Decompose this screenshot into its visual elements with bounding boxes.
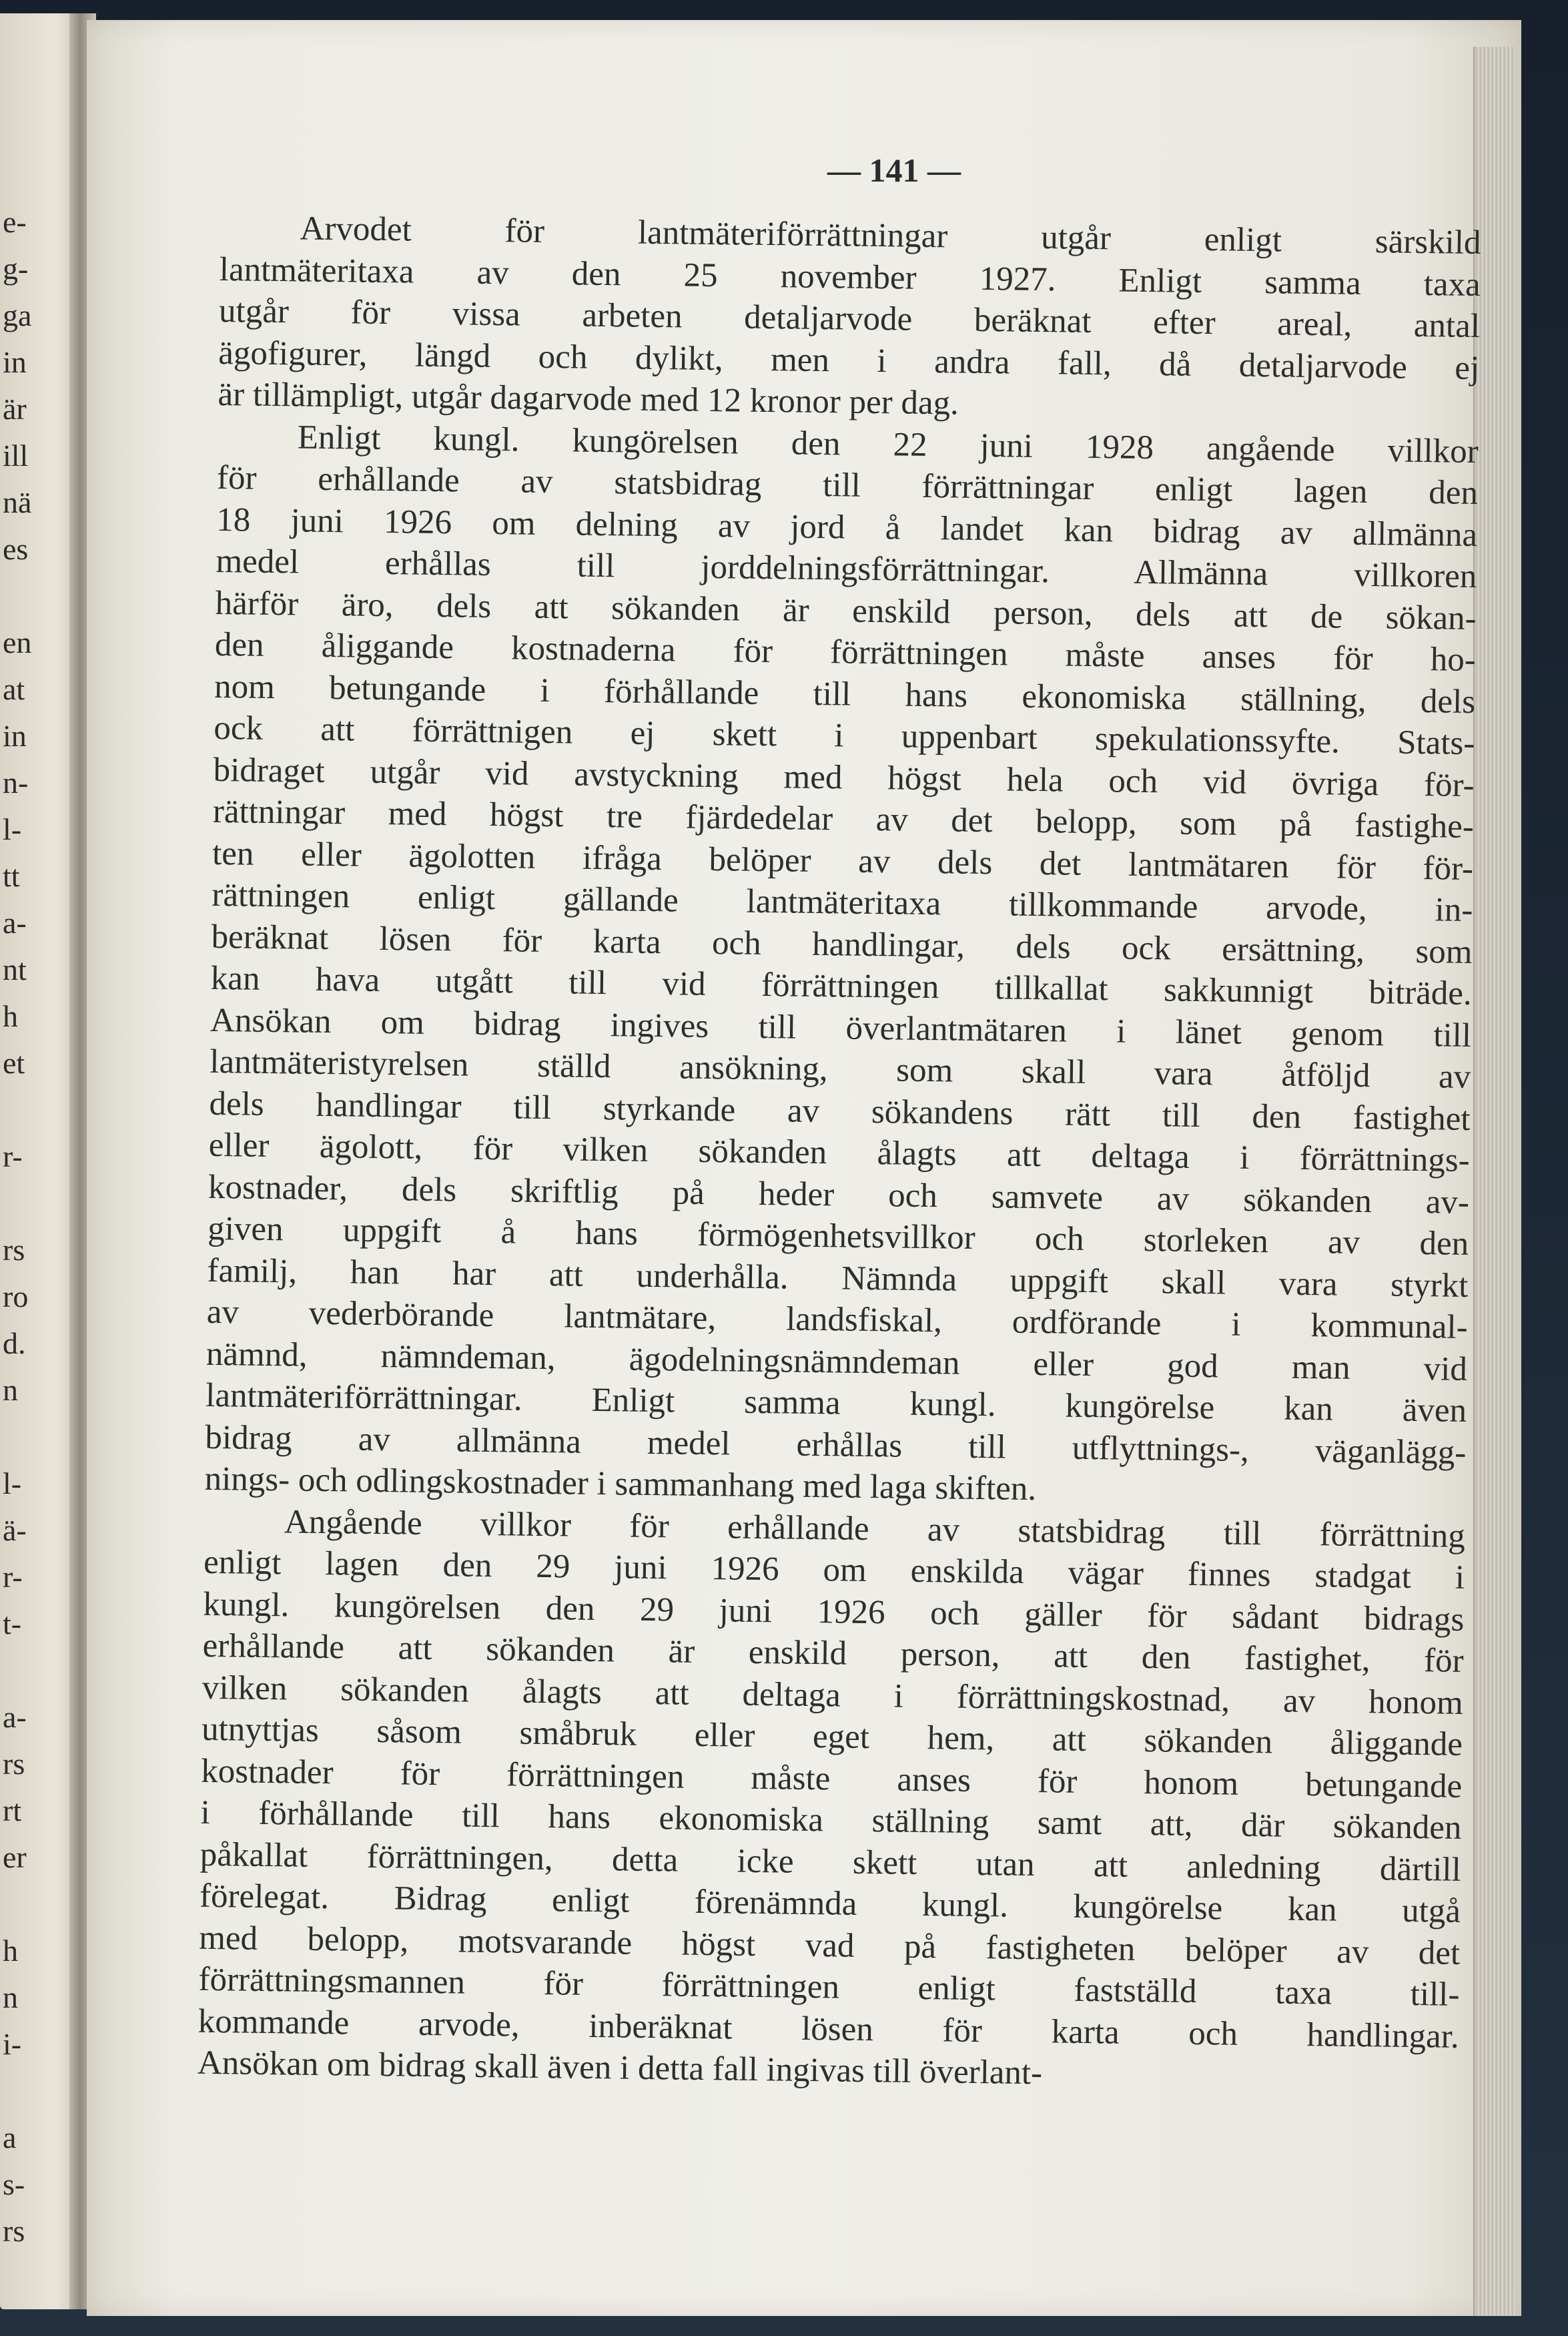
text-line: ägofigurer, längd och dylikt, men i andra fall, då detaljarvode ej [218,334,1480,387]
text-line: Enligt kungl. kungörelsen den 22 juni 1928 angående villkor [297,418,1479,471]
text-line: ten eller ägolotten ifråga belöper av dels det lantmätaren för för- [212,834,1474,888]
left-page-fragment: et [3,1046,25,1080]
text-line: dels handlingar till styrkande av sökandens rätt till den fastighet [209,1085,1471,1138]
left-page-edge [0,13,79,2309]
text-line: rättningar med högst tre fjärdedelar av det belopp, som på fastighe- [212,792,1475,846]
text-line: med belopp, motsvarande högst vad på fastigheten belöper av det [198,1919,1461,1972]
text-line: Angående villkor för erhållande av statsbidrag till förrättning [284,1502,1466,1555]
text-line: nom betungande i förhållande till hans ekonomiska ställning, dels [214,667,1476,721]
left-page-fragment: rs [3,2214,25,2248]
left-page-fragment: tt [3,859,20,893]
left-page-fragment: a- [3,1700,27,1734]
book-page [87,20,1521,2316]
text-line: medel erhållas till jorddelningsförrättningar. Allmänna villkoren [216,542,1477,596]
text-line: bidrag av allmänna medel erhållas till utflyttnings-, väganlägg- [205,1418,1467,1472]
text-line: nämnd, nämndeman, ägodelningsnämndeman eller god man vid [206,1335,1468,1388]
left-page-fragment: er [3,1840,27,1874]
text-line: erhållande att sökanden är enskild person, att den fastighet, för [202,1627,1464,1680]
text-line: kan hava utgått till vid förrättningen tillkallat sakkunnigt biträde. [210,959,1473,1013]
left-page-fragment: in [3,719,27,753]
text-line: av vederbörande lantmätare, landsfiskal, ordförande i kommunal- [206,1293,1468,1346]
left-page-fragment: ill [3,439,29,473]
left-page-fragment: rs [3,1747,25,1781]
left-page-fragment: rt [3,1793,22,1827]
left-page-fragment: a- [3,906,27,940]
left-page-fragment: nä [3,485,32,519]
text-line: påkallat förrättningen, detta icke skett utan att anledning därtill [200,1835,1462,1889]
page-number: — 141 — [827,152,961,189]
left-page-fragment: l- [3,1466,22,1500]
text-line: enligt lagen den 29 juni 1926 om enskilda vägar finnes stadgat i [203,1543,1465,1596]
left-page-fragment: r- [3,1139,23,1173]
left-page-fragment: är [3,392,27,426]
left-page-fragment: h [3,999,18,1033]
text-line: utnyttjas såsom småbruk eller eget hem, att sökanden åliggande [201,1710,1463,1763]
text-line: kommande arvode, inberäknat lösen för karta och handlingar. [198,2002,1459,2056]
left-page-fragment: r- [3,1560,23,1594]
paragraph-kungorelse-1928 [204,415,1479,1515]
text-line: eller ägolott, för vilken sökanden ålagts att deltaga i förrättnings- [208,1126,1471,1179]
text-line: för erhållande av statsbidrag till förrättningar enligt lagen den [216,459,1479,513]
text-line: rättningen enligt gällande lantmäteritaxa tillkommande arvode, in- [212,876,1473,930]
left-page-fragment: rs [3,1233,25,1267]
left-page-fragment: e- [3,205,27,239]
text-line: 18 juni 1926 om delning av jord å landet kan bidrag av allmänna [216,501,1478,554]
left-page-fragment: n [3,1373,18,1407]
text-line: utgår för vissa arbeten detaljarvode beräknat efter areal, antal [218,292,1481,346]
text-line: Arvodet för lantmäteriförrättningar utgår enligt särskild [300,210,1481,262]
left-page-fragment: ä- [3,1513,27,1547]
text-line: Ansökan om bidrag ingives till överlantmätaren i länet genom till [210,1001,1472,1055]
paragraph-arvodet [218,207,1481,431]
page-block-edges [1473,47,1516,2316]
text-line: ock att förrättnigen ej skett i uppenbart spekulationssyfte. Stats- [214,709,1475,763]
left-page-fragment: s- [3,2167,25,2201]
left-page-fragment: n [3,1980,18,2014]
left-page-fragment: es [3,532,29,566]
text-line: beräknat lösen för karta och handlingar, dels ock ersättning, som [211,918,1473,971]
text-line: Ansökan om bidrag skall även i detta fall ingivas till överlant- [197,2044,1043,2092]
text-line: lantmäteristyrelsen ställd ansökning, som skall vara åtföljd av [210,1043,1471,1096]
text-line: förrättningsmannen för förrättningen enligt fastställd taxa till- [198,1960,1460,2014]
text-line: kungl. kungörelsen den 29 juni 1926 och gäller för sådant bidrags [203,1585,1465,1639]
left-page-fragment: ro [3,1279,29,1313]
text-line: vilken sökanden ålagts att deltaga i förrättningskostnad, av honom [202,1669,1464,1722]
text-line: kostnader, dels skriftlig på heder och samvete av sökanden av- [208,1168,1470,1221]
text-line: i förhållande till hans ekonomiska ställning samt att, där sökanden [200,1793,1462,1847]
text-line: lantmäteriförrättningar. Enligt samma kungl. kungörelse kan även [205,1376,1467,1430]
text-line: given uppgift å hans förmögenhetsvillkor och storleken av den [207,1209,1469,1263]
left-page-fragment: l- [3,812,22,846]
text-line: bidraget utgår vid avstyckning med högst hela och vid övriga för- [213,751,1475,804]
left-page-fragment: at [3,672,25,706]
left-page-fragment: en [3,625,32,659]
left-page-fragment: t- [3,1607,22,1641]
left-page-fragment: i- [3,2027,22,2061]
left-page-fragment: n- [3,766,29,800]
left-page-fragment: ga [3,298,32,332]
text-line: nings- och odlingskostnader i sammanhang med laga skiften. [204,1460,1037,1508]
left-page-fragment: d. [3,1326,26,1360]
left-page-fragment: a [3,2120,17,2154]
text-line: förelegat. Bidrag enligt förenämnda kungl. kungörelse kan utgå [199,1877,1461,1930]
text-line: lantmäteritaxa av den 25 november 1927. Enligt samma taxa [219,250,1481,304]
text-line: kostnader för förrättningen måste anses för honom betungande [201,1752,1463,1805]
left-page-fragment: g- [3,252,29,286]
text-line: är tillämpligt, utgår dagarvode med 12 kronor per dag. [218,375,959,422]
paragraph-enskilda-vagar [198,1500,1466,2099]
text-line: härför äro, dels att sökanden är enskild person, dels att de sökan- [215,584,1477,637]
text-line: den åliggande kostnaderna för förrättningen måste anses för ho- [214,625,1477,679]
left-page-fragment: nt [3,952,27,986]
left-page-fragment: h [3,1934,18,1968]
text-line: familj, han har att underhålla. Nämnda uppgift skall vara styrkt [207,1251,1469,1305]
left-page-fragment: in [3,345,27,379]
body-text [198,207,1481,2099]
